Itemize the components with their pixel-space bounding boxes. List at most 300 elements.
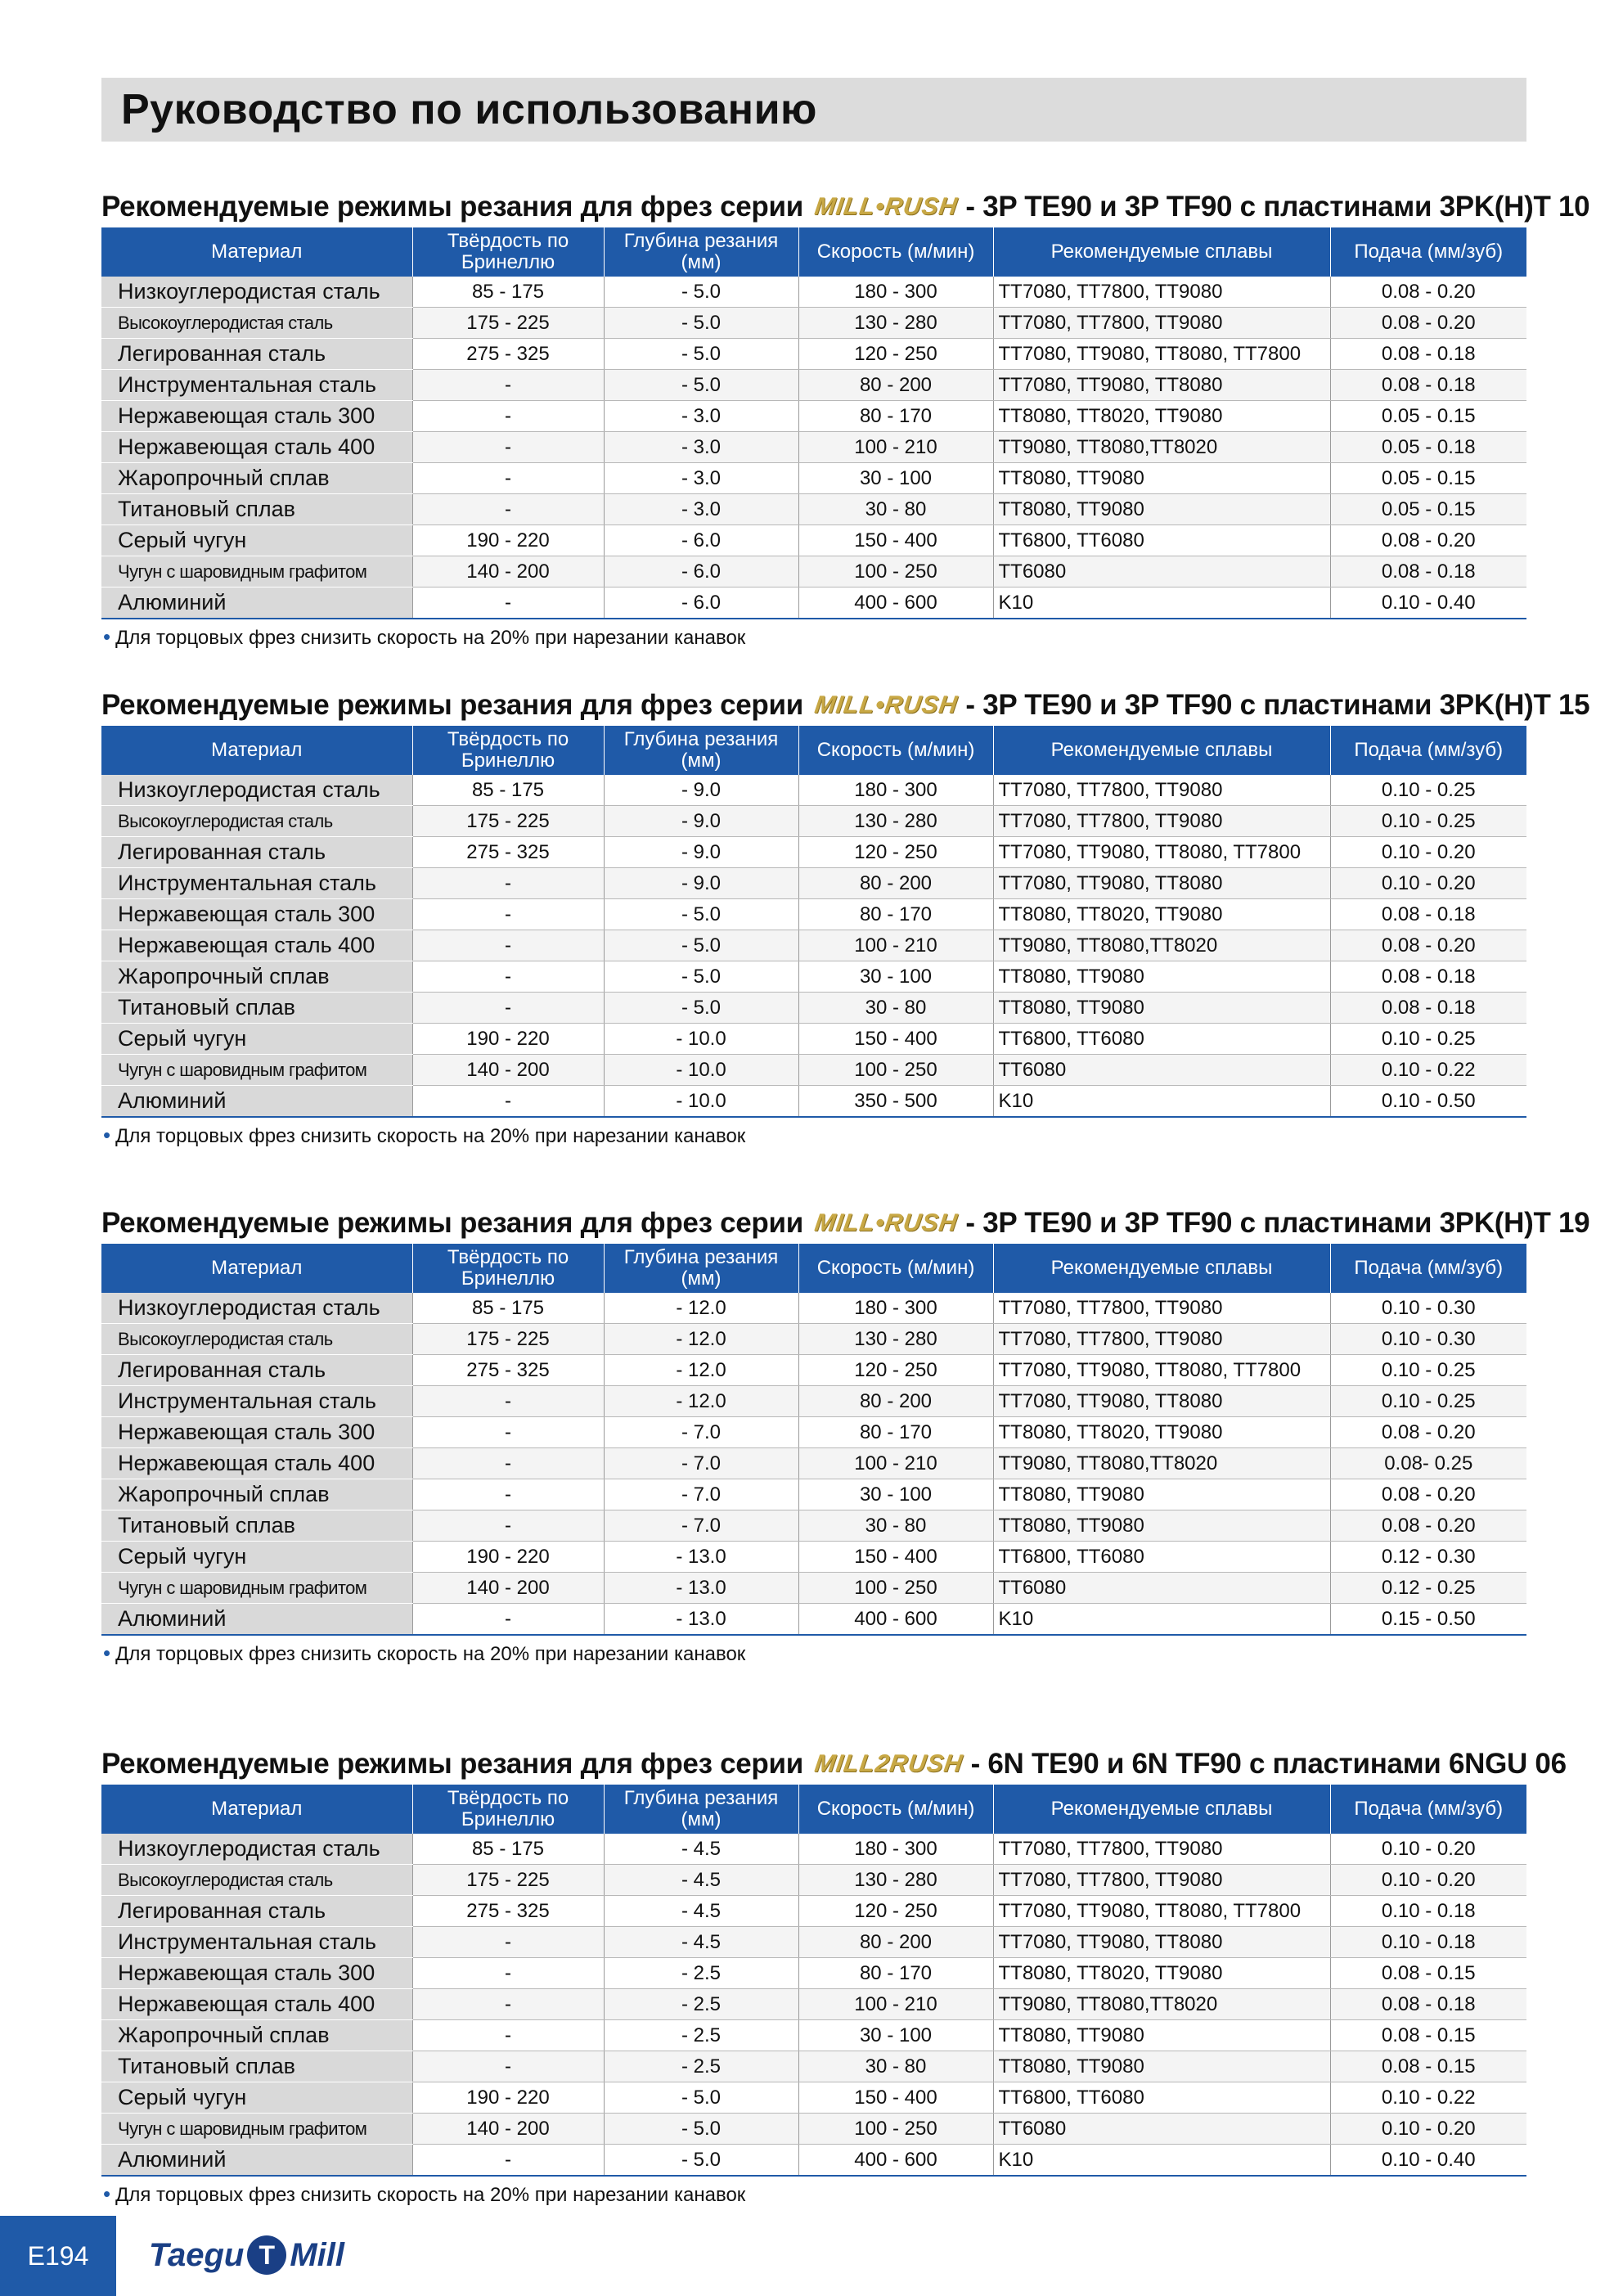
hardness-cell: - — [412, 1604, 604, 1636]
speed-cell: 150 - 400 — [798, 1024, 993, 1055]
alloys-cell: TT8080, TT8020, TT9080 — [993, 401, 1330, 432]
depth-cell: - 5.0 — [604, 339, 798, 370]
depth-cell: - 9.0 — [604, 775, 798, 806]
hardness-cell: 190 - 220 — [412, 1542, 604, 1573]
feed-cell: 0.08 - 0.18 — [1330, 961, 1526, 993]
table-row — [101, 1086, 1526, 1118]
table-row — [101, 1024, 1526, 1055]
section-title — [101, 188, 1590, 226]
material-cell: Алюминий — [101, 1086, 412, 1118]
table-header-row — [101, 726, 1526, 775]
alloys-cell: TT8080, TT8020, TT9080 — [993, 899, 1330, 930]
table-header-row — [101, 227, 1526, 277]
hardness-cell: 85 - 175 — [412, 277, 604, 308]
hardness-cell: 140 - 200 — [412, 1573, 604, 1604]
depth-cell: - 3.0 — [604, 401, 798, 432]
hardness-cell: - — [412, 2020, 604, 2051]
material-cell: Жаропрочный сплав — [101, 2020, 412, 2051]
table-row — [101, 1896, 1526, 1927]
material-cell: Серый чугун — [101, 1542, 412, 1573]
feed-cell: 0.05 - 0.15 — [1330, 463, 1526, 494]
alloys-cell: TT6800, TT6080 — [993, 525, 1330, 556]
table-row — [101, 993, 1526, 1024]
feed-cell: 0.08 - 0.18 — [1330, 899, 1526, 930]
feed-cell: 0.10 - 0.30 — [1330, 1293, 1526, 1324]
speed-cell: 30 - 100 — [798, 2020, 993, 2051]
hardness-cell: - — [412, 432, 604, 463]
alloys-cell: TT8080, TT9080 — [993, 961, 1330, 993]
feed-cell: 0.10 - 0.25 — [1330, 1024, 1526, 1055]
alloys-cell: TT7080, TT7800, TT9080 — [993, 806, 1330, 837]
speed-cell: 80 - 200 — [798, 370, 993, 401]
feed-cell: 0.10 - 0.20 — [1330, 1834, 1526, 1865]
material-cell: Жаропрочный сплав — [101, 961, 412, 993]
feed-cell: 0.08 - 0.18 — [1330, 339, 1526, 370]
table-row — [101, 930, 1526, 961]
table-row — [101, 806, 1526, 837]
feed-cell: 0.15 - 0.50 — [1330, 1604, 1526, 1636]
footnote-text: Для торцовых фрез снизить скорость на 20% при нарезании канавок — [115, 2184, 746, 2206]
hardness-cell: 175 - 225 — [412, 308, 604, 339]
section-title — [101, 687, 1590, 724]
table-row — [101, 1542, 1526, 1573]
feed-cell: 0.05 - 0.15 — [1330, 494, 1526, 525]
material-cell: Легированная сталь — [101, 1355, 412, 1386]
depth-cell: - 5.0 — [604, 993, 798, 1024]
alloys-cell: TT7080, TT9080, TT8080 — [993, 370, 1330, 401]
speed-cell: 180 - 300 — [798, 1834, 993, 1865]
alloys-cell: TT7080, TT9080, TT8080 — [993, 1927, 1330, 1958]
table-row — [101, 339, 1526, 370]
material-cell: Алюминий — [101, 2145, 412, 2177]
alloys-cell: K10 — [993, 1604, 1330, 1636]
hardness-cell: 275 - 325 — [412, 837, 604, 868]
material-cell: Низкоуглеродистая сталь — [101, 277, 412, 308]
material-cell: Высокоуглеродистая сталь — [101, 806, 412, 837]
table-row — [101, 1293, 1526, 1324]
table-row — [101, 775, 1526, 806]
speed-cell: 100 - 250 — [798, 1055, 993, 1086]
alloys-cell: K10 — [993, 2145, 1330, 2177]
alloys-cell: TT6080 — [993, 1573, 1330, 1604]
column-header: Рекомендуемые сплавы — [993, 726, 1330, 775]
depth-cell: - 10.0 — [604, 1024, 798, 1055]
alloys-cell: TT7080, TT7800, TT9080 — [993, 1293, 1330, 1324]
depth-cell: - 4.5 — [604, 1896, 798, 1927]
hardness-cell: 85 - 175 — [412, 775, 604, 806]
hardness-cell: - — [412, 1927, 604, 1958]
material-cell: Нержавеющая сталь 400 — [101, 432, 412, 463]
depth-cell: - 12.0 — [604, 1386, 798, 1417]
depth-cell: - 7.0 — [604, 1479, 798, 1510]
cutting-data-table — [101, 726, 1526, 1118]
depth-cell: - 6.0 — [604, 588, 798, 619]
hardness-cell: - — [412, 993, 604, 1024]
table-row — [101, 1834, 1526, 1865]
feed-cell: 0.08 - 0.20 — [1330, 308, 1526, 339]
feed-cell: 0.05 - 0.18 — [1330, 432, 1526, 463]
speed-cell: 30 - 80 — [798, 2051, 993, 2082]
depth-cell: - 13.0 — [604, 1604, 798, 1636]
material-cell: Серый чугун — [101, 2082, 412, 2114]
speed-cell: 180 - 300 — [798, 277, 993, 308]
speed-cell: 150 - 400 — [798, 1542, 993, 1573]
material-cell: Легированная сталь — [101, 837, 412, 868]
hardness-cell: 175 - 225 — [412, 1324, 604, 1355]
footnote — [101, 1123, 1526, 1148]
bullet-icon: • — [103, 1641, 111, 1665]
table-row — [101, 1510, 1526, 1542]
feed-cell: 0.08 - 0.20 — [1330, 525, 1526, 556]
speed-cell: 400 - 600 — [798, 2145, 993, 2177]
bullet-icon: • — [103, 1123, 111, 1147]
column-header: Рекомендуемые сплавы — [993, 1785, 1330, 1834]
table-row — [101, 2145, 1526, 2177]
speed-cell: 130 - 280 — [798, 806, 993, 837]
depth-cell: - 7.0 — [604, 1448, 798, 1479]
material-cell: Алюминий — [101, 588, 412, 619]
table-row — [101, 1927, 1526, 1958]
material-cell: Инструментальная сталь — [101, 868, 412, 899]
brand-logo — [149, 2232, 344, 2278]
hardness-cell: 140 - 200 — [412, 1055, 604, 1086]
table-row — [101, 1448, 1526, 1479]
speed-cell: 80 - 170 — [798, 401, 993, 432]
column-header: Подача (мм/зуб) — [1330, 227, 1526, 277]
table-row — [101, 525, 1526, 556]
column-header: Материал — [101, 726, 412, 775]
bullet-icon: • — [103, 624, 111, 649]
hardness-cell: 275 - 325 — [412, 1896, 604, 1927]
footnote — [101, 624, 1526, 650]
depth-cell: - 5.0 — [604, 961, 798, 993]
alloys-cell: K10 — [993, 1086, 1330, 1118]
speed-cell: 130 - 280 — [798, 1865, 993, 1896]
brand-right: Mill — [290, 2236, 344, 2273]
table-header-row — [101, 1244, 1526, 1293]
speed-cell: 130 - 280 — [798, 1324, 993, 1355]
material-cell: Высокоуглеродистая сталь — [101, 1865, 412, 1896]
column-header: Глубина резания (мм) — [604, 1785, 798, 1834]
hardness-cell: 175 - 225 — [412, 806, 604, 837]
hardness-cell: 85 - 175 — [412, 1834, 604, 1865]
feed-cell: 0.08 - 0.18 — [1330, 370, 1526, 401]
feed-cell: 0.08 - 0.18 — [1330, 556, 1526, 588]
feed-cell: 0.05 - 0.15 — [1330, 401, 1526, 432]
material-cell: Нержавеющая сталь 400 — [101, 930, 412, 961]
material-cell: Чугун с шаровидным графитом — [101, 556, 412, 588]
page-title-bar — [101, 78, 1526, 142]
speed-cell: 120 - 250 — [798, 1355, 993, 1386]
section-title-prefix: Рекомендуемые режимы резания для фрез серии — [101, 689, 803, 721]
hardness-cell: - — [412, 1386, 604, 1417]
hardness-cell: 190 - 220 — [412, 1024, 604, 1055]
alloys-cell: TT6800, TT6080 — [993, 1024, 1330, 1055]
hardness-cell: - — [412, 1417, 604, 1448]
feed-cell: 0.10 - 0.22 — [1330, 2082, 1526, 2114]
speed-cell: 100 - 210 — [798, 1448, 993, 1479]
alloys-cell: TT8080, TT8020, TT9080 — [993, 1417, 1330, 1448]
feed-cell: 0.08 - 0.20 — [1330, 1510, 1526, 1542]
speed-cell: 150 - 400 — [798, 525, 993, 556]
hardness-cell: - — [412, 2145, 604, 2177]
speed-cell: 100 - 250 — [798, 556, 993, 588]
feed-cell: 0.10 - 0.18 — [1330, 1896, 1526, 1927]
speed-cell: 400 - 600 — [798, 1604, 993, 1636]
depth-cell: - 10.0 — [604, 1086, 798, 1118]
feed-cell: 0.10 - 0.40 — [1330, 2145, 1526, 2177]
section-title — [101, 1745, 1567, 1783]
depth-cell: - 12.0 — [604, 1355, 798, 1386]
column-header: Твёрдость по Бринеллю — [412, 1244, 604, 1293]
cutting-data-table — [101, 1785, 1526, 2177]
feed-cell: 0.10 - 0.25 — [1330, 775, 1526, 806]
table-header-row — [101, 1785, 1526, 1834]
alloys-cell: TT6080 — [993, 2114, 1330, 2145]
feed-cell: 0.08 - 0.20 — [1330, 930, 1526, 961]
hardness-cell: - — [412, 961, 604, 993]
alloys-cell: TT7080, TT9080, TT8080 — [993, 1386, 1330, 1417]
depth-cell: - 2.5 — [604, 2020, 798, 2051]
alloys-cell: TT6800, TT6080 — [993, 1542, 1330, 1573]
depth-cell: - 5.0 — [604, 930, 798, 961]
page-title: Руководство по использованию — [121, 86, 817, 133]
hardness-cell: 175 - 225 — [412, 1865, 604, 1896]
footnote-text: Для торцовых фрез снизить скорость на 20% при нарезании канавок — [115, 1643, 746, 1665]
speed-cell: 30 - 100 — [798, 961, 993, 993]
speed-cell: 150 - 400 — [798, 2082, 993, 2114]
depth-cell: - 5.0 — [604, 308, 798, 339]
material-cell: Нержавеющая сталь 300 — [101, 1958, 412, 1989]
alloys-cell: TT7080, TT9080, TT8080, TT7800 — [993, 1355, 1330, 1386]
material-cell: Нержавеющая сталь 300 — [101, 899, 412, 930]
table-row — [101, 1958, 1526, 1989]
depth-cell: - 3.0 — [604, 432, 798, 463]
alloys-cell: TT7080, TT7800, TT9080 — [993, 277, 1330, 308]
material-cell: Чугун с шаровидным графитом — [101, 1055, 412, 1086]
feed-cell: 0.10 - 0.18 — [1330, 1927, 1526, 1958]
hardness-cell: - — [412, 370, 604, 401]
material-cell: Алюминий — [101, 1604, 412, 1636]
hardness-cell: - — [412, 1958, 604, 1989]
feed-cell: 0.10 - 0.25 — [1330, 806, 1526, 837]
footnote-text: Для торцовых фрез снизить скорость на 20% при нарезании канавок — [115, 627, 746, 649]
hardness-cell: 190 - 220 — [412, 2082, 604, 2114]
hardness-cell: 140 - 200 — [412, 2114, 604, 2145]
feed-cell: 0.10 - 0.30 — [1330, 1324, 1526, 1355]
alloys-cell: TT6800, TT6080 — [993, 2082, 1330, 2114]
speed-cell: 350 - 500 — [798, 1086, 993, 1118]
depth-cell: - 4.5 — [604, 1927, 798, 1958]
material-cell: Низкоуглеродистая сталь — [101, 1834, 412, 1865]
column-header: Твёрдость по Бринеллю — [412, 1785, 604, 1834]
table-row — [101, 2082, 1526, 2114]
table-row — [101, 588, 1526, 619]
column-header: Материал — [101, 227, 412, 277]
hardness-cell: - — [412, 1989, 604, 2020]
hardness-cell: - — [412, 1086, 604, 1118]
speed-cell: 80 - 200 — [798, 868, 993, 899]
speed-cell: 100 - 250 — [798, 2114, 993, 2145]
footnote — [101, 1641, 1526, 1666]
material-cell: Высокоуглеродистая сталь — [101, 1324, 412, 1355]
alloys-cell: TT9080, TT8080,TT8020 — [993, 930, 1330, 961]
alloys-cell: TT7080, TT9080, TT8080, TT7800 — [993, 837, 1330, 868]
material-cell: Низкоуглеродистая сталь — [101, 1293, 412, 1324]
material-cell: Титановый сплав — [101, 1510, 412, 1542]
depth-cell: - 5.0 — [604, 2114, 798, 2145]
material-cell: Легированная сталь — [101, 1896, 412, 1927]
section-title-suffix: - 3P TE90 и 3P TF90 с пластинами 3PK(H)T 10 — [965, 191, 1590, 223]
feed-cell: 0.08 - 0.20 — [1330, 1479, 1526, 1510]
speed-cell: 80 - 170 — [798, 1958, 993, 1989]
speed-cell: 80 - 200 — [798, 1386, 993, 1417]
speed-cell: 30 - 100 — [798, 463, 993, 494]
feed-cell: 0.08 - 0.18 — [1330, 1989, 1526, 2020]
depth-cell: - 5.0 — [604, 2082, 798, 2114]
hardness-cell: 275 - 325 — [412, 1355, 604, 1386]
column-header: Материал — [101, 1244, 412, 1293]
hardness-cell: 85 - 175 — [412, 1293, 604, 1324]
page-number-tab — [0, 2216, 116, 2296]
alloys-cell: TT6080 — [993, 1055, 1330, 1086]
hardness-cell: - — [412, 1510, 604, 1542]
alloys-cell: TT8080, TT9080 — [993, 463, 1330, 494]
section-3pkht19 — [101, 1204, 1590, 1666]
section-title-suffix: - 3P TE90 и 3P TF90 с пластинами 3PK(H)T 19 — [965, 1207, 1590, 1239]
material-cell: Серый чугун — [101, 525, 412, 556]
hardness-cell: 140 - 200 — [412, 556, 604, 588]
speed-cell: 80 - 170 — [798, 899, 993, 930]
column-header: Материал — [101, 1785, 412, 1834]
alloys-cell: TT7080, TT7800, TT9080 — [993, 775, 1330, 806]
depth-cell: - 13.0 — [604, 1573, 798, 1604]
speed-cell: 120 - 250 — [798, 1896, 993, 1927]
bullet-icon: • — [103, 2181, 111, 2206]
table-row — [101, 1355, 1526, 1386]
depth-cell: - 2.5 — [604, 1989, 798, 2020]
feed-cell: 0.08- 0.25 — [1330, 1448, 1526, 1479]
feed-cell: 0.08 - 0.15 — [1330, 2051, 1526, 2082]
depth-cell: - 12.0 — [604, 1293, 798, 1324]
depth-cell: - 5.0 — [604, 899, 798, 930]
alloys-cell: TT7080, TT9080, TT8080, TT7800 — [993, 339, 1330, 370]
table-row — [101, 1604, 1526, 1636]
alloys-cell: TT9080, TT8080,TT8020 — [993, 1448, 1330, 1479]
column-header: Подача (мм/зуб) — [1330, 1785, 1526, 1834]
column-header: Глубина резания (мм) — [604, 227, 798, 277]
hardness-cell: - — [412, 930, 604, 961]
alloys-cell: TT7080, TT9080, TT8080, TT7800 — [993, 1896, 1330, 1927]
footnote — [101, 2181, 1526, 2207]
speed-cell: 30 - 100 — [798, 1479, 993, 1510]
section-6ngu06 — [101, 1745, 1567, 2207]
table-row — [101, 463, 1526, 494]
table-row — [101, 837, 1526, 868]
section-3pkht15 — [101, 687, 1590, 1148]
column-header: Глубина резания (мм) — [604, 726, 798, 775]
material-cell: Серый чугун — [101, 1024, 412, 1055]
material-cell: Титановый сплав — [101, 2051, 412, 2082]
alloys-cell: TT7080, TT7800, TT9080 — [993, 1865, 1330, 1896]
depth-cell: - 7.0 — [604, 1510, 798, 1542]
alloys-cell: TT6080 — [993, 556, 1330, 588]
alloys-cell: TT8080, TT9080 — [993, 494, 1330, 525]
mill-rush-logo: MILL•RUSH — [812, 691, 960, 718]
column-header: Глубина резания (мм) — [604, 1244, 798, 1293]
hardness-cell: - — [412, 1479, 604, 1510]
feed-cell: 0.12 - 0.25 — [1330, 1573, 1526, 1604]
alloys-cell: TT9080, TT8080,TT8020 — [993, 1989, 1330, 2020]
speed-cell: 120 - 250 — [798, 339, 993, 370]
speed-cell: 80 - 170 — [798, 1417, 993, 1448]
depth-cell: - 10.0 — [604, 1055, 798, 1086]
material-cell: Чугун с шаровидным графитом — [101, 1573, 412, 1604]
material-cell: Нержавеющая сталь 400 — [101, 1989, 412, 2020]
column-header: Скорость (м/мин) — [798, 227, 993, 277]
material-cell: Чугун с шаровидным графитом — [101, 2114, 412, 2145]
section-title-suffix: - 3P TE90 и 3P TF90 с пластинами 3PK(H)T 15 — [965, 689, 1590, 721]
section-title — [101, 1204, 1590, 1242]
hardness-cell: - — [412, 899, 604, 930]
table-row — [101, 868, 1526, 899]
table-row — [101, 961, 1526, 993]
alloys-cell: TT8080, TT9080 — [993, 1510, 1330, 1542]
material-cell: Титановый сплав — [101, 494, 412, 525]
table-row — [101, 1989, 1526, 2020]
alloys-cell: TT7080, TT7800, TT9080 — [993, 1834, 1330, 1865]
table-row — [101, 1324, 1526, 1355]
table-row — [101, 1573, 1526, 1604]
depth-cell: - 4.5 — [604, 1865, 798, 1896]
hardness-cell: - — [412, 588, 604, 619]
material-cell: Легированная сталь — [101, 339, 412, 370]
speed-cell: 30 - 80 — [798, 494, 993, 525]
feed-cell: 0.08 - 0.18 — [1330, 993, 1526, 1024]
alloys-cell: K10 — [993, 588, 1330, 619]
material-cell: Низкоуглеродистая сталь — [101, 775, 412, 806]
column-header: Рекомендуемые сплавы — [993, 227, 1330, 277]
speed-cell: 30 - 80 — [798, 1510, 993, 1542]
alloys-cell: TT8080, TT9080 — [993, 1479, 1330, 1510]
mill-rush-logo: MILL•RUSH — [812, 1209, 960, 1236]
material-cell: Высокоуглеродистая сталь — [101, 308, 412, 339]
table-row — [101, 1386, 1526, 1417]
speed-cell: 100 - 250 — [798, 1573, 993, 1604]
hardness-cell: - — [412, 2051, 604, 2082]
material-cell: Нержавеющая сталь 400 — [101, 1448, 412, 1479]
hardness-cell: - — [412, 463, 604, 494]
alloys-cell: TT7080, TT7800, TT9080 — [993, 308, 1330, 339]
speed-cell: 100 - 210 — [798, 930, 993, 961]
section-title-prefix: Рекомендуемые режимы резания для фрез серии — [101, 191, 803, 223]
hardness-cell: - — [412, 494, 604, 525]
speed-cell: 180 - 300 — [798, 775, 993, 806]
material-cell: Инструментальная сталь — [101, 1386, 412, 1417]
column-header: Подача (мм/зуб) — [1330, 726, 1526, 775]
depth-cell: - 12.0 — [604, 1324, 798, 1355]
table-row — [101, 1417, 1526, 1448]
depth-cell: - 3.0 — [604, 494, 798, 525]
column-header: Твёрдость по Бринеллю — [412, 227, 604, 277]
section-title-suffix: - 6N TE90 и 6N TF90 с пластинами 6NGU 06 — [970, 1748, 1567, 1780]
mill-rush-logo: MILL•RUSH — [812, 193, 960, 220]
section-3pkht10 — [101, 188, 1590, 650]
page-number: E194 — [27, 2240, 89, 2271]
hardness-cell: 275 - 325 — [412, 339, 604, 370]
depth-cell: - 6.0 — [604, 556, 798, 588]
table-row — [101, 1865, 1526, 1896]
